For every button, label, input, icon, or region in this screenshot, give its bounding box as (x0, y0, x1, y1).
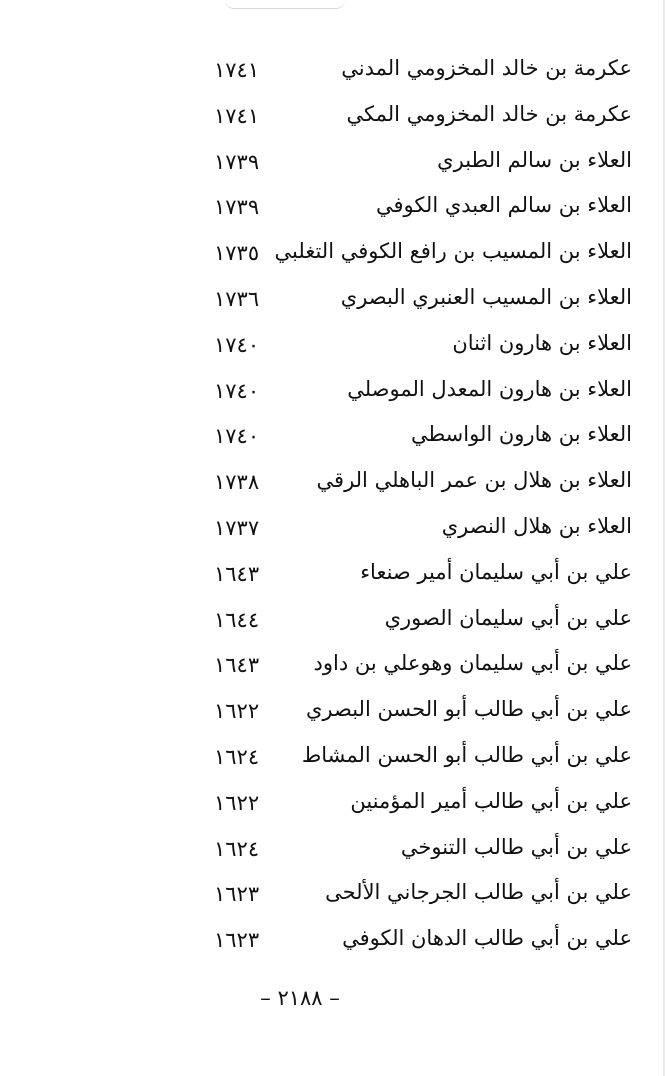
entry-page-number: ١٦٢٢ (214, 790, 260, 815)
entry-name: علي بن أبي سليمان الصوري (384, 605, 632, 630)
entry-name: علي بن أبي سليمان وهوعلي بن داود (313, 651, 632, 676)
entry-name: علي بن أبي طالب أبو الحسن المشاط (301, 742, 632, 767)
entry-page-number: ١٧٤٠ (214, 378, 260, 403)
index-entry (0, 233, 665, 279)
index-entry (0, 279, 665, 325)
index-entry (0, 645, 665, 691)
entry-page-number: ١٧٤٠ (214, 332, 260, 357)
page-number: – ٢١٨٨ – (260, 986, 340, 1010)
entry-name: العلاء بن هلال بن عمر الباهلي الرقي (316, 468, 632, 493)
entry-page-number: ١٧٣٦ (214, 286, 260, 311)
entry-page-number: ١٧٤١ (214, 58, 260, 82)
entry-name: علي بن أبي طالب أبو الحسن البصري (305, 697, 632, 722)
entry-page-number: ١٧٤٠ (214, 424, 260, 449)
index-entry (0, 508, 665, 554)
entry-page-number: ١٦٢٤ (214, 836, 260, 861)
index-entry (0, 874, 665, 920)
entry-page-number: ١٧٣٩ (214, 195, 260, 220)
entry-name: العلاء بن هارون الواسطي (410, 422, 632, 447)
index-entry (0, 691, 665, 737)
index-entry (0, 187, 665, 233)
index-entry (0, 783, 665, 829)
index-entry (0, 371, 665, 417)
page-top-mark (225, 0, 345, 9)
index-entry (0, 600, 665, 646)
entry-name: العلاء بن المسيب بن رافع الكوفي التغلبي (274, 239, 632, 264)
entry-name: علي بن أبي طالب التنوخي (400, 834, 632, 859)
entry-name: عكرمة بن خالد المخزومي المدني (341, 56, 632, 80)
entry-page-number: ١٧٣٥ (214, 241, 260, 266)
index-entry (0, 920, 665, 966)
index-entry (0, 50, 665, 96)
entry-name: العلاء بن هلال النصري (441, 513, 632, 538)
entry-name: العلاء بن المسيب العنبري البصري (340, 284, 632, 309)
index-entry (0, 142, 665, 188)
index-entry (0, 554, 665, 600)
entry-name: عكرمة بن خالد المخزومي المكي (346, 101, 632, 126)
entry-name: علي بن أبي طالب الجرجاني الألحى (325, 880, 632, 905)
index-entry (0, 462, 665, 508)
entry-name: العلاء بن سالم العبدي الكوفي (375, 193, 632, 218)
entry-page-number: ١٧٣٨ (214, 470, 260, 495)
index-entry (0, 325, 665, 371)
entry-name: العلاء بن سالم الطبري (437, 147, 632, 172)
entry-name: العلاء بن هارون اثنان (452, 330, 632, 355)
entry-name: علي بن أبي طالب الدهان الكوفي (342, 926, 632, 951)
entry-page-number: ١٦٤٣ (214, 561, 260, 586)
entry-page-number: ١٧٣٧ (214, 515, 260, 540)
entry-page-number: ١٦٤٣ (214, 653, 260, 678)
entry-page-number: ١٦٢٣ (214, 928, 260, 953)
index-entry (0, 96, 665, 142)
index-entry (0, 737, 665, 783)
entry-name: العلاء بن هارون المعدل الموصلي (347, 376, 632, 401)
entry-page-number: ١٦٢٣ (214, 882, 260, 907)
entry-page-number: ١٦٢٢ (214, 699, 260, 724)
entry-page-number: ١٧٣٩ (214, 149, 260, 174)
index-entry (0, 416, 665, 462)
entry-name: علي بن أبي سليمان أمير صنعاء (360, 559, 632, 584)
index-list (0, 50, 665, 966)
entry-page-number: ١٧٤١ (214, 103, 260, 128)
entry-page-number: ١٦٤٤ (214, 607, 260, 632)
index-entry (0, 829, 665, 875)
entry-name: علي بن أبي طالب أمير المؤمنين (350, 788, 632, 813)
entry-page-number: ١٦٢٤ (214, 744, 260, 769)
